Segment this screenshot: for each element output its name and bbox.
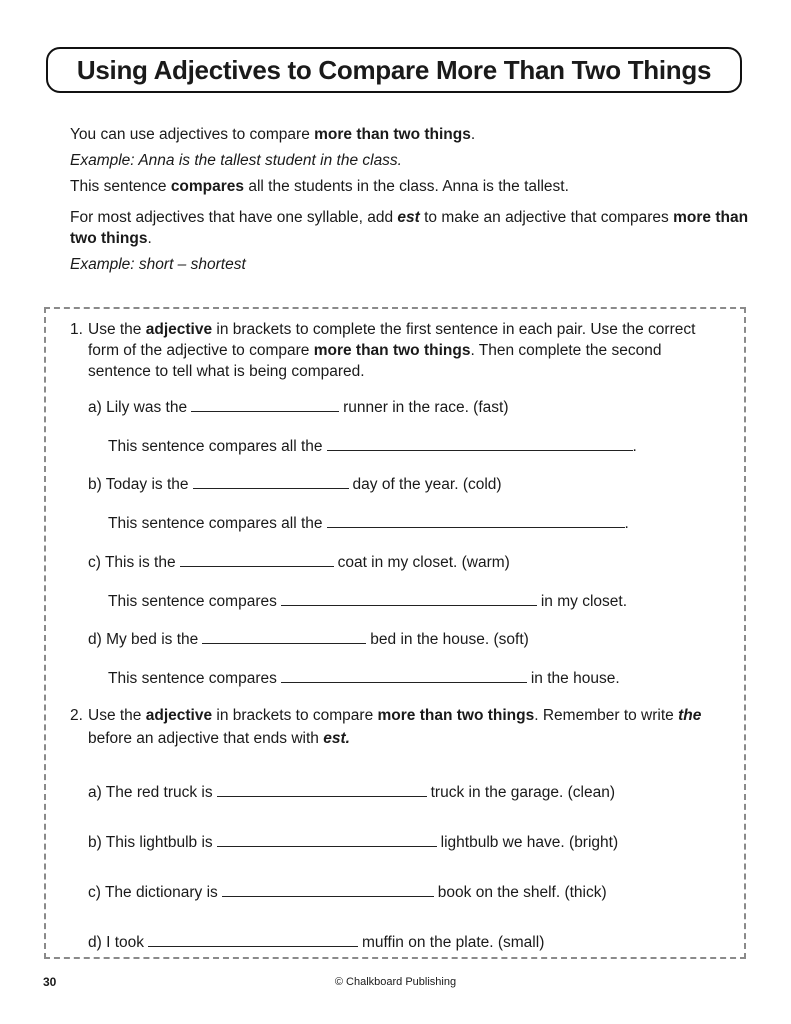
q1-item-b-compare: This sentence compares all the . [108, 515, 629, 532]
q2-item-a: a) The red truck is truck in the garage. (clean) [88, 784, 615, 801]
question-2-instructions: 2. Use the adjective in brackets to compare more than two things. Remember to write the before an adjective that ends with est. [70, 707, 702, 747]
intro-section [70, 124, 750, 283]
q1-item-b: b) Today is the day of the year. (cold) [88, 476, 502, 493]
q1-item-a-compare: This sentence compares all the . [108, 438, 637, 455]
q1d-compare-blank[interactable] [281, 668, 527, 683]
publisher-credit: © Chalkboard Publishing [334, 976, 457, 988]
q1a-answer-blank[interactable] [191, 397, 339, 412]
q1-item-c-compare: This sentence compares in my closet. [108, 593, 627, 610]
q2-item-d: d) I took muffin on the plate. (small) [88, 934, 545, 951]
q1-item-d: d) My bed is the bed in the house. (soft) [88, 631, 529, 648]
q2-item-c: c) The dictionary is book on the shelf. (thick) [88, 884, 607, 901]
q1-item-c: c) This is the coat in my closet. (warm) [88, 554, 510, 571]
intro-paragraph-2: This sentence compares all the students in the class. Anna is the tallest. [70, 178, 569, 195]
title-box [46, 47, 742, 93]
q1a-compare-blank[interactable] [327, 436, 633, 451]
q1b-compare-blank[interactable] [327, 513, 625, 528]
intro-paragraph-3: For most adjectives that have one syllable, add est to make an adjective that compares more than two things. [70, 209, 749, 247]
q1-item-d-compare: This sentence compares in the house. [108, 670, 620, 687]
question-1-instructions: 1. Use the adjective in brackets to complete the first sentence in each pair. Use the correct form of the adjective to compare more than two things. Then complete the second sentence to tell what is being compared. [70, 321, 696, 380]
q2a-answer-blank[interactable] [217, 782, 427, 797]
q1-item-a: a) Lily was the runner in the race. (fast) [88, 399, 509, 416]
page-title: Using Adjectives to Compare More Than Two Things [76, 54, 712, 85]
q1c-answer-blank[interactable] [180, 552, 334, 567]
q2d-answer-blank[interactable] [148, 932, 358, 947]
page-number: 30 [43, 975, 57, 989]
q2c-answer-blank[interactable] [222, 882, 434, 897]
q2-item-b: b) This lightbulb is lightbulb we have. (bright) [88, 834, 619, 851]
q1d-answer-blank[interactable] [202, 629, 366, 644]
q1b-answer-blank[interactable] [193, 474, 349, 489]
intro-paragraph-1: You can use adjectives to compare more than two things. [70, 126, 476, 143]
intro-example-2: Example: short – shortest [70, 256, 246, 273]
intro-example-1: Example: Anna is the tallest student in the class. [70, 152, 402, 169]
q2b-answer-blank[interactable] [217, 832, 437, 847]
q1c-compare-blank[interactable] [281, 591, 537, 606]
